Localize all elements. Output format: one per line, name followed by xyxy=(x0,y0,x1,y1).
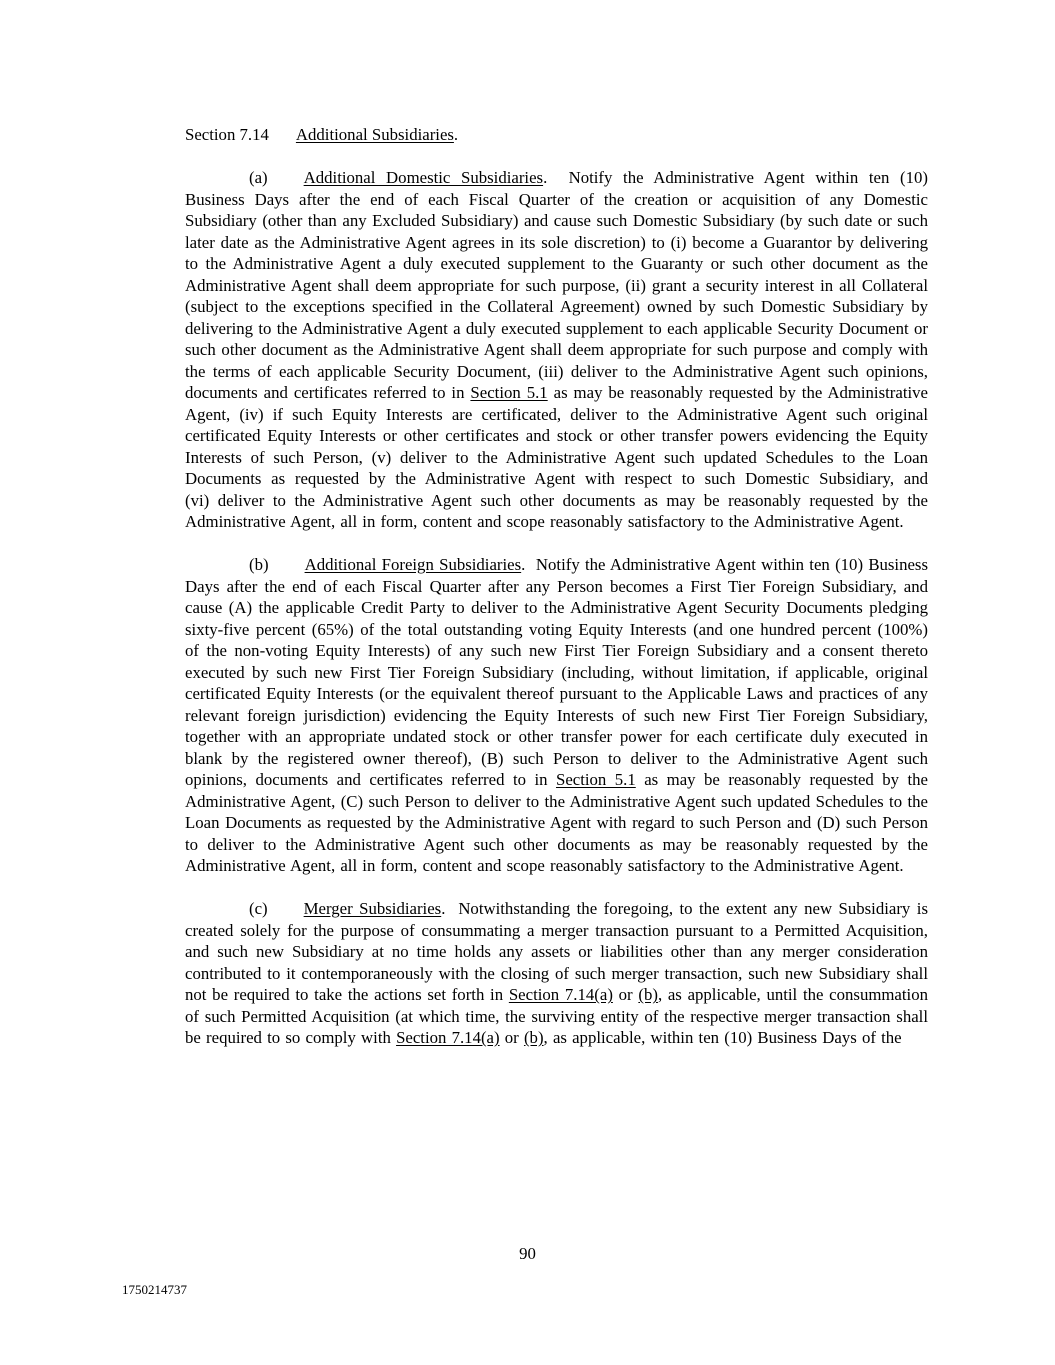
text-segment: , as applicable, until the consummation of such Permitted Acquisition (at which time, the surviving entity of the respective merger transaction shall be required to so comply with xyxy=(185,985,928,1047)
tab-spacer xyxy=(185,913,249,914)
page-number: 90 xyxy=(519,1244,536,1263)
subsection-title: Additional Foreign Subsidiaries xyxy=(304,555,522,574)
section-reference: (b) xyxy=(523,1028,544,1047)
text-segment: . Notwithstanding the foregoing, to the extent any new Subsidiary is created solely for the purpose of consummating a merger transaction pursuant to a Permitted Acquisition, and such new Subsidiary at no time holds any assets or liabilities other than any merger consideration contributed to it contemporaneously with the closing of such merger transaction, such new Subsidiary shall not be required to take the actions set forth in xyxy=(185,899,928,1004)
text-segment: or xyxy=(499,1028,524,1047)
tab-spacer xyxy=(185,182,249,183)
text-segment: , as applicable, within ten (10) Business Days of the xyxy=(543,1028,902,1047)
tab-spacer xyxy=(269,569,305,570)
text-segment: as may be reasonably requested by the Administrative Agent, (iv) if such Equity Interests are certificated, deliver to the Administrative Agent such original certificated Equity Interests or other certificates and stock or other transfer powers evidencing the Equity Interests of such Person, (v) deliver to the Administrative Agent such updated Schedules to the Loan Documents as requested by the Administrative Agent with respect to such Domestic Subsidiary, and (vi) deliver to the Administrative Agent such other documents as may be reasonably requested by the Administrative Agent, all in form, content and scope reasonably satisfactory to the Administrative Agent. xyxy=(185,383,928,531)
subsection-title: Additional Domestic Subsidiaries xyxy=(303,168,544,187)
paragraph-label: (c) xyxy=(249,899,268,918)
section-reference: (b) xyxy=(638,985,658,1004)
paragraph-a xyxy=(185,167,928,533)
paragraph-label: (a) xyxy=(249,168,268,187)
document-body xyxy=(185,124,928,1070)
section-title: Additional Subsidiaries xyxy=(295,125,454,144)
section-reference: Section 5.1 xyxy=(470,383,548,402)
tab-spacer xyxy=(185,569,249,570)
tab-spacer xyxy=(269,139,296,140)
document-id-stamp: 1750214737 xyxy=(122,1282,187,1297)
heading-period: . xyxy=(453,125,459,144)
section-reference: Section 5.1 xyxy=(555,770,636,789)
paragraph-c xyxy=(185,898,928,1049)
text-segment: as may be reasonably requested by the Administrative Agent, (C) such Person to deliver to the Administrative Agent such updated Schedules to the Loan Documents as requested by the Administrative Agent with regard to such Person and (D) such Person to deliver to the Administrative Agent such other documents as may be reasonably requested by the Administrative Agent, all in form, content and scope reasonably satisfactory to the Administrative Agent. xyxy=(185,770,928,875)
section-reference: Section 7.14(a) xyxy=(396,1028,500,1047)
text-segment: . Notify the Administrative Agent within ten (10) Business Days after the end of each Fiscal Quarter of the creation or acquisition of any Domestic Subsidiary (other than any Excluded Subsidiary) and cause such Domestic Subsidiary (by such date or such later date as the Administrative Agent agrees in its sole discretion) to (i) become a Guarantor by delivering to the Administrative Agent a duly executed supplement to the Guaranty or such other document as the Administrative Agent shall deem appropriate for such purpose, (ii) grant a security interest in all Collateral (subject to the exceptions specified in the Collateral Agreement) owned by such Domestic Subsidiary by delivering to the Administrative Agent a duly executed supplement to each applicable Security Document or such other document as the Administrative Agent shall deem appropriate for such purpose and comply with the terms of each applicable Security Document, (iii) deliver to the Administrative Agent such opinions, documents and certificates referred to in xyxy=(185,168,929,402)
text-segment: or xyxy=(612,985,639,1004)
subsection-title: Merger Subsidiaries xyxy=(303,899,442,918)
paragraph-b xyxy=(185,554,928,877)
section-heading xyxy=(185,124,928,146)
section-number: Section 7.14 xyxy=(185,125,269,144)
text-segment: . Notify the Administrative Agent within ten (10) Business Days after the end of each Fiscal Quarter after any Person becomes a First Tier Foreign Subsidiary, and cause (A) the applicable Credit Party to deliver to the Administrative Agent Security Documents pledging sixty-five percent (65%) of the total outstanding voting Equity Interests (and one hundred percent (100%) of the non-voting Equity Interests) of any such new First Tier Foreign Subsidiary and a consent thereto executed by such new First Tier Foreign Subsidiary (including, without limitation, if applicable, original certificated Equity Interests (or the equivalent thereof pursuant to the Applicable Laws and practices of any relevant foreign jurisdiction) evidencing the Equity Interests of such new First Tier Foreign Subsidiary, together with an appropriate undated stock or other transfer power for each certificate duly executed in blank by the registered owner thereof), (B) such Person to deliver to the Administrative Agent such opinions, documents and certificates referred to in xyxy=(185,555,928,789)
section-reference: Section 7.14(a) xyxy=(508,985,613,1004)
paragraph-label: (b) xyxy=(249,555,269,574)
tab-spacer xyxy=(268,182,304,183)
tab-spacer xyxy=(268,913,304,914)
